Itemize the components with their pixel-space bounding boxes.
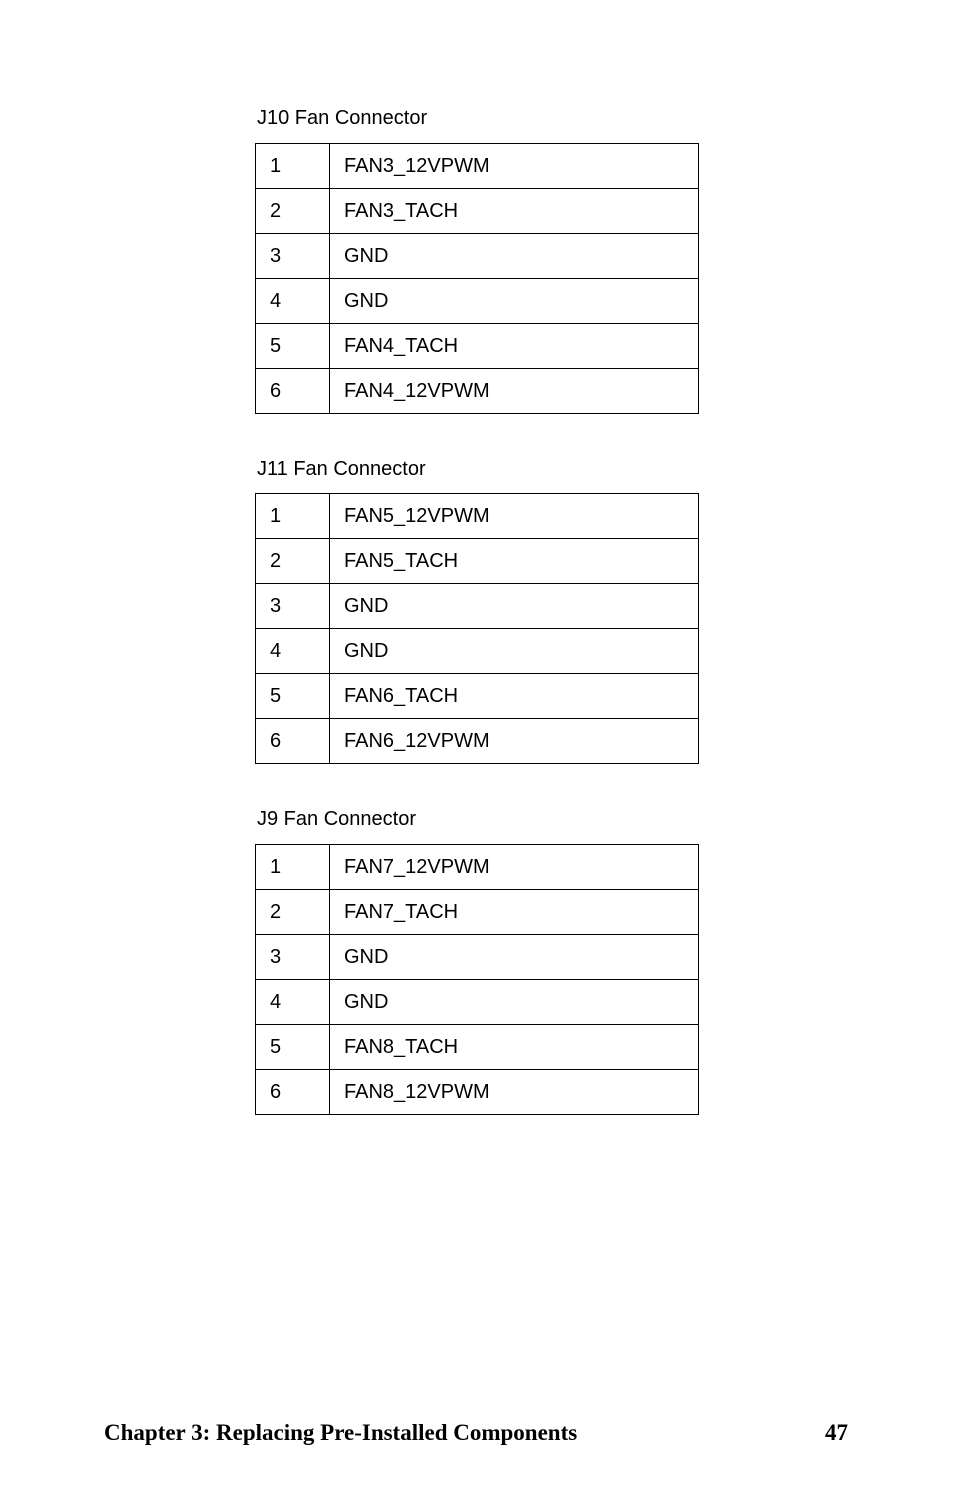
table-row: [256, 1070, 699, 1115]
table-row: [256, 719, 699, 764]
pin-signal: FAN4_12VPWM: [330, 369, 699, 414]
pin-signal: GND: [330, 279, 699, 324]
pin-number: 5: [256, 674, 330, 719]
table-row: [256, 935, 699, 980]
pin-number: 2: [256, 189, 330, 234]
pin-number: 4: [256, 629, 330, 674]
pin-signal: FAN5_TACH: [330, 539, 699, 584]
table-row: [256, 539, 699, 584]
pin-signal: FAN7_TACH: [330, 890, 699, 935]
table-row: [256, 144, 699, 189]
pin-signal: FAN4_TACH: [330, 324, 699, 369]
pin-number: 1: [256, 845, 330, 890]
pin-number: 2: [256, 890, 330, 935]
table-row: [256, 629, 699, 674]
table-row: [256, 584, 699, 629]
table-row: [256, 189, 699, 234]
pin-table-j9: [255, 844, 699, 1115]
connector-title-j10: J10 Fan Connector: [257, 107, 428, 129]
table-row: [256, 674, 699, 719]
pin-number: 4: [256, 279, 330, 324]
pin-number: 6: [256, 369, 330, 414]
pin-signal: GND: [330, 234, 699, 279]
table-row: [256, 369, 699, 414]
pin-signal: GND: [330, 935, 699, 980]
table-row: [256, 890, 699, 935]
pin-number: 2: [256, 539, 330, 584]
table-row: [256, 980, 699, 1025]
pin-table-j11: [255, 493, 699, 764]
chapter-footer: Chapter 3: Replacing Pre-Installed Components: [104, 1420, 578, 1445]
table-row: [256, 845, 699, 890]
page-number: 47: [825, 1420, 848, 1445]
table-row: [256, 234, 699, 279]
pin-signal: FAN8_12VPWM: [330, 1070, 699, 1115]
pin-number: 4: [256, 980, 330, 1025]
pin-number: 3: [256, 935, 330, 980]
table-row: [256, 279, 699, 324]
pin-signal: FAN6_TACH: [330, 674, 699, 719]
pin-signal: FAN5_12VPWM: [330, 494, 699, 539]
pin-number: 5: [256, 324, 330, 369]
pin-signal: FAN3_TACH: [330, 189, 699, 234]
pin-number: 5: [256, 1025, 330, 1070]
pin-table-j10: [255, 143, 699, 414]
pin-number: 6: [256, 1070, 330, 1115]
pin-number: 3: [256, 234, 330, 279]
pin-signal: GND: [330, 629, 699, 674]
pin-signal: GND: [330, 980, 699, 1025]
pin-signal: FAN6_12VPWM: [330, 719, 699, 764]
pin-signal: FAN8_TACH: [330, 1025, 699, 1070]
pin-number: 1: [256, 494, 330, 539]
table-row: [256, 324, 699, 369]
connector-title-j11: J11 Fan Connector: [257, 458, 426, 480]
pin-signal: FAN3_12VPWM: [330, 144, 699, 189]
pin-signal: FAN7_12VPWM: [330, 845, 699, 890]
pin-number: 3: [256, 584, 330, 629]
pin-number: 6: [256, 719, 330, 764]
table-row: [256, 1025, 699, 1070]
pin-number: 1: [256, 144, 330, 189]
pin-signal: GND: [330, 584, 699, 629]
table-row: [256, 494, 699, 539]
connector-title-j9: J9 Fan Connector: [257, 808, 416, 830]
